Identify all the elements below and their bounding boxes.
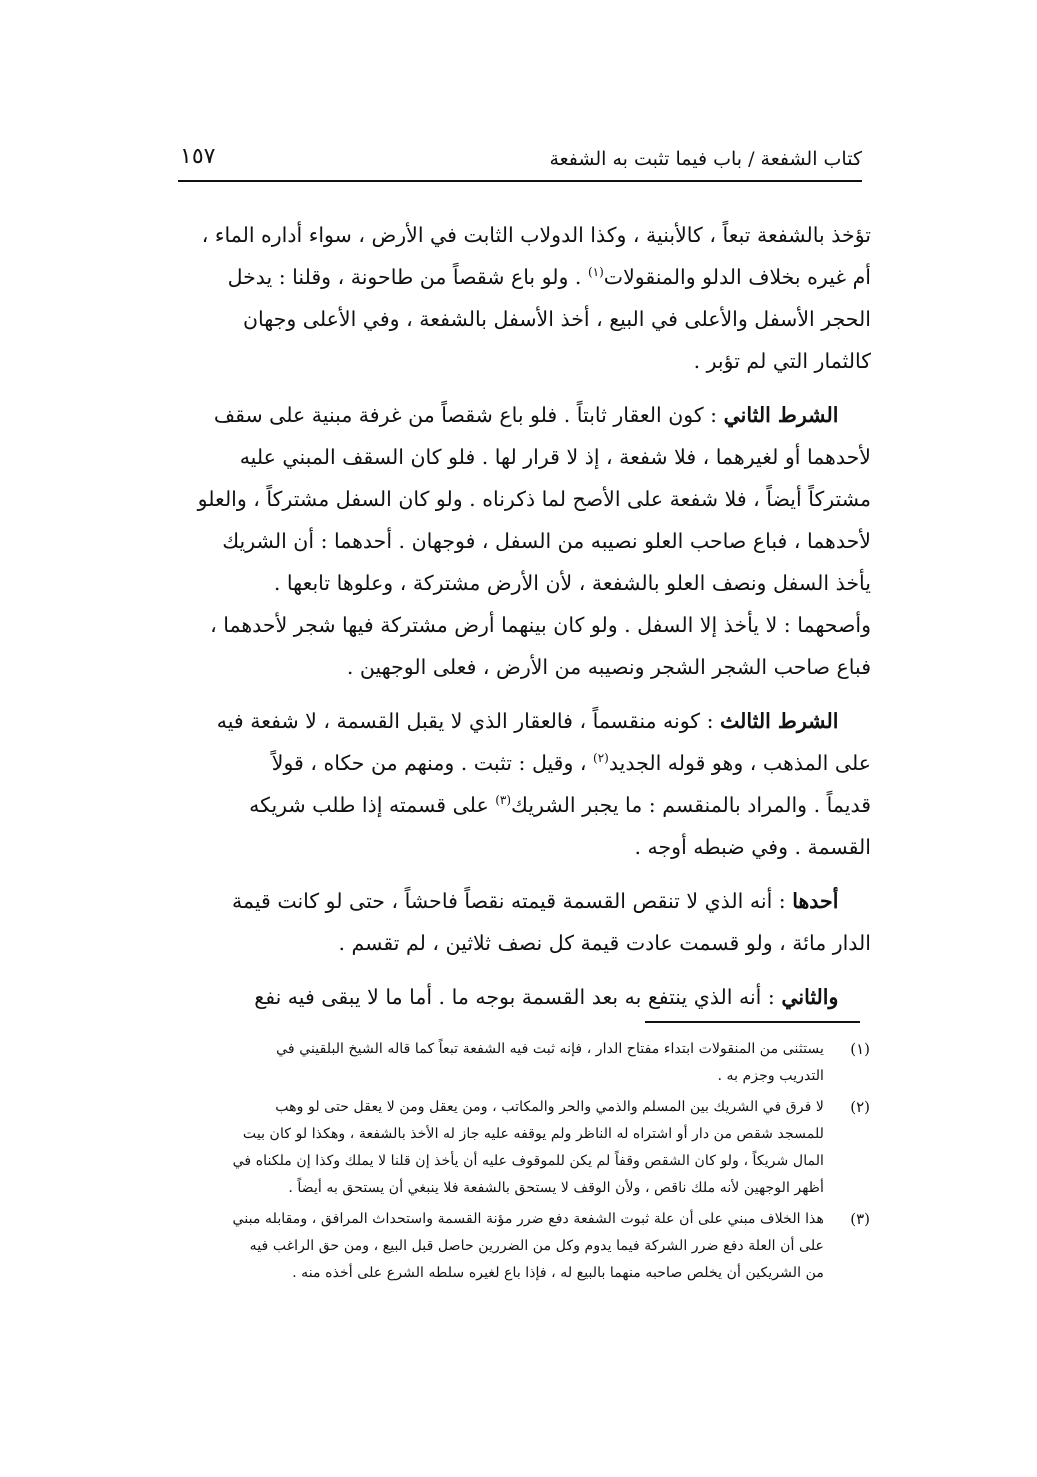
text-line: يأخذ السفل ونصف العلو بالشفعة ، لأن الأرض مشتركة ، وعلوها تابعها . xyxy=(273,571,871,595)
text-line: وأصحهما : لا يأخذ إلا السفل . ولو كان بينهما أرض مشتركة فيها شجر لأحدهما ، xyxy=(210,613,871,637)
footnote-line: لا فرق في الشريك بين المسلم والذمي والحر والمكاتب ، ومن يعقل ومن لا يعقل حتى لو وهب xyxy=(275,1099,824,1115)
text-line xyxy=(165,394,871,436)
footnote-2 xyxy=(160,1094,870,1202)
footnote-body xyxy=(160,1036,824,1090)
footnote-ref: (٢) xyxy=(593,751,609,766)
section-heading: الشرط الثالث xyxy=(720,709,839,733)
footnote-1 xyxy=(160,1036,870,1090)
text-line: الدار مائة ، ولو قسمت عادت قيمة كل نصف ثلاثين ، لم تقسم . xyxy=(338,931,871,955)
text-line xyxy=(165,256,871,298)
text-line: لأحدهما أو لغيرهما ، فلا شفعة ، إذ لا قرار لها . فلو كان السقف المبني عليه xyxy=(239,445,871,469)
text-line: الحجر الأسفل والأعلى في البيع ، أخذ الأسفل بالشفعة ، وفي الأعلى وجهان xyxy=(242,307,871,331)
text-segment: : أنه الذي ينتفع به بعد القسمة بوجه ما . أما ما لا يبقى فيه نفع xyxy=(254,985,775,1009)
footnote-ref: (١) xyxy=(587,265,604,280)
footnote-body xyxy=(160,1206,824,1287)
footnote-line: هذا الخلاف مبني على أن علة ثبوت الشفعة دفع ضرر مؤنة القسمة واستحداث المرافق ، ومقابله مبني xyxy=(232,1211,824,1227)
footnotes xyxy=(160,1036,870,1291)
footnote-number: (٣) xyxy=(850,1210,870,1228)
text-line: لأحدهما ، فباع صاحب العلو نصيبه من السفل ، فوجهان . أحدهما : أن الشريك xyxy=(222,529,871,553)
text-line xyxy=(165,784,871,826)
text-segment: على المذهب ، وهو قوله الجديد xyxy=(608,751,871,775)
paragraph-2 xyxy=(165,394,871,688)
footnote-number: (٢) xyxy=(850,1098,870,1116)
footnote-line: على أن العلة دفع ضرر الشركة فيما يدوم وكل من الضررين حاصل قبل البيع ، ومن حق الراغب فيه xyxy=(249,1238,824,1254)
main-text xyxy=(165,214,871,1030)
text-line xyxy=(165,742,871,784)
footnote-3 xyxy=(160,1206,870,1287)
running-title: كتاب الشفعة / باب فيما تثبت به الشفعة xyxy=(549,148,862,170)
paragraph-1 xyxy=(165,214,871,382)
text-line: فباع صاحب الشجر الشجر ونصيبه من الأرض ، فعلى الوجهين . xyxy=(346,655,871,679)
section-heading: أحدها xyxy=(792,889,839,913)
text-line: كالثمار التي لم تؤبر . xyxy=(693,349,871,373)
text-line: القسمة . وفي ضبطه أوجه . xyxy=(634,835,871,859)
section-heading: والثاني xyxy=(781,985,839,1009)
footnote-number: (١) xyxy=(850,1040,870,1058)
text-line xyxy=(165,700,871,742)
footnote-line: للمسجد شقص من دار أو اشتراه له الناظر ولم يوقفه عليه جاز له الأخذ بالشفعة ، وهكذا لو كان بيت xyxy=(242,1126,824,1142)
footnote-body xyxy=(160,1094,824,1202)
section-heading: الشرط الثاني xyxy=(723,403,839,427)
footnote-line: يستثنى من المنقولات ابتداء مفتاح الدار ، فإنه ثبت فيه الشفعة تبعاً كما قاله الشيخ البلقيني في xyxy=(276,1041,824,1057)
text-segment: : كون العقار ثابتاً . فلو باع شقصاً من غرفة مبنية على سقف xyxy=(213,403,718,427)
text-line: مشتركاً أيضاً ، فلا شفعة على الأصح لما ذكرناه . ولو كان السفل مشتركاً ، والعلو xyxy=(197,487,871,511)
text-line xyxy=(165,976,871,1018)
text-line: تؤخذ بالشفعة تبعاً ، كالأبنية ، وكذا الدولاب الثابت في الأرض ، سواء أداره الماء ، xyxy=(201,223,871,247)
page-number: ١٥٧ xyxy=(180,144,216,169)
footnote-line: من الشريكين أن يخلص صاحبه منهما بالبيع له ، فإذا باع لغيره سلطه الشرع على أخذه منه . xyxy=(292,1265,824,1281)
page-header xyxy=(178,140,862,182)
footnote-line: التدريب وجزم به . xyxy=(717,1068,824,1084)
footnote-separator xyxy=(645,1021,860,1023)
footnote-line: أظهر الوجهين لأنه ملك ناقص ، ولأن الوقف لا يستحق بالشفعة فلا ينبغي أن يستحق به أيضاً . xyxy=(288,1180,824,1196)
text-segment: : أنه الذي لا تنقص القسمة قيمته نقصاً فاحشاً ، حتى لو كانت قيمة xyxy=(231,889,786,913)
paragraph-5 xyxy=(165,976,871,1018)
paragraph-4 xyxy=(165,880,871,964)
footnote-line: المال شريكاً ، ولو كان الشقص وقفاً لم يكن للموقوف عليه أن يأخذ إن قلنا لا يملك وكذا إن ملكناه في xyxy=(232,1153,824,1169)
text-segment: : كونه منقسماً ، فالعقار الذي لا يقبل القسمة ، لا شفعة فيه xyxy=(216,709,714,733)
text-segment: ، وقيل : تثبت . ومنهم من حكاه ، قولاً xyxy=(271,751,587,775)
text-segment: على قسمته إذا طلب شريكه xyxy=(249,793,489,817)
text-line xyxy=(165,880,871,922)
paragraph-3 xyxy=(165,700,871,868)
text-segment: أم غيره بخلاف الدلو والمنقولات xyxy=(603,265,871,289)
text-segment: . ولو باع شقصاً من طاحونة ، وقلنا : يدخل xyxy=(227,265,582,289)
text-segment: قديماً . والمراد بالمنقسم : ما يجبر الشريك xyxy=(511,793,871,817)
footnote-ref: (٣) xyxy=(495,793,512,808)
